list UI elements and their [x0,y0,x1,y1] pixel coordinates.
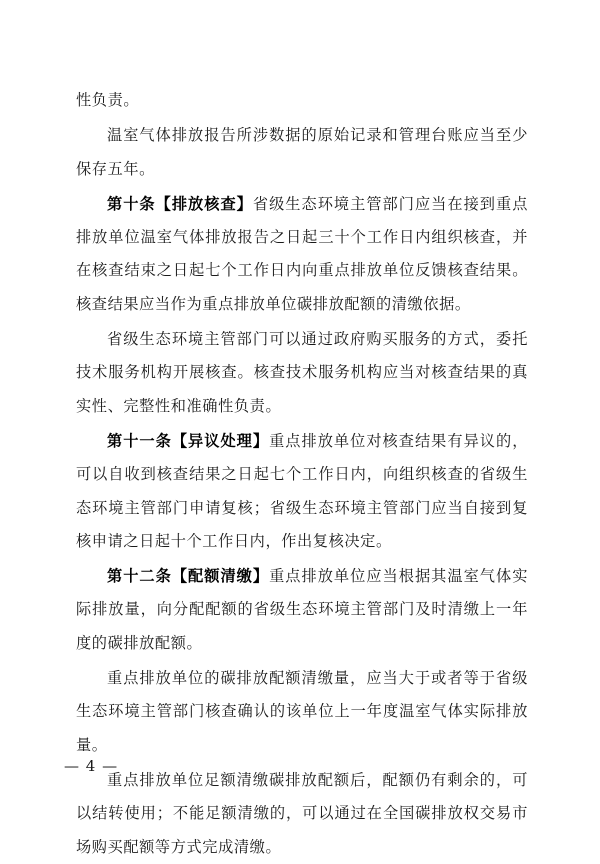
paragraph-text: 重点排放单位应当根据其温室气体实际排放量，向分配配额的省级生态环境主管部门及时清缴上一年度的碳排放配额。 [76,567,529,652]
paragraph-text: 性负责。 [76,91,140,109]
paragraph-continuation [76,84,528,117]
paragraph-record-retention [76,119,528,186]
paragraph-verification-services [76,323,528,423]
page-number: — 4 — [64,757,119,775]
article-12-paragraph [76,560,528,660]
article-12-title: 第十二条【配额清缴】 [107,567,270,586]
article-11-title: 第十一条【异议处理】 [107,431,270,450]
article-10-paragraph [76,188,528,321]
paragraph-text: 重点排放单位足额清缴碳排放配额后，配额仍有剩余的，可以结转使用；不能足额清缴的，可以通过在全国碳排放权交易市场购买配额等方式完成清缴。 [76,770,528,856]
article-11-paragraph [76,425,528,558]
paragraph-text: 重点排放单位的碳排放配额清缴量，应当大于或者等于省级生态环境主管部门核查确认的该单位上一年度温室气体实际排放量。 [76,669,528,754]
paragraph-text: 温室气体排放报告所涉数据的原始记录和管理台账应当至少保存五年。 [76,126,528,178]
document-body [76,84,528,864]
article-10-title: 第十条【排放核查】 [107,194,253,213]
paragraph-surrender-amount [76,662,528,762]
paragraph-text: 省级生态环境主管部门可以通过政府购买服务的方式，委托技术服务机构开展核查。核查技术服务机构应当对核查结果的真实性、完整性和准确性负责。 [76,330,528,415]
paragraph-surplus-deficit [76,764,528,864]
paragraph-text: 重点排放单位对核查结果有异议的，可以自收到核查结果之日起七个工作日内，向组织核查的省级生态环境主管部门申请复核；省级生态环境主管部门应当自接到复核申请之日起十个工作日内，作出复核决定。 [76,431,529,550]
paragraph-text: 省级生态环境主管部门应当在接到重点排放单位温室气体排放报告之日起三十个工作日内组织核查，并在核查结束之日起七个工作日内向重点排放单位反馈核查结果。核查结果应当作为重点排放单位碳排放配额的清缴依据。 [76,194,528,313]
